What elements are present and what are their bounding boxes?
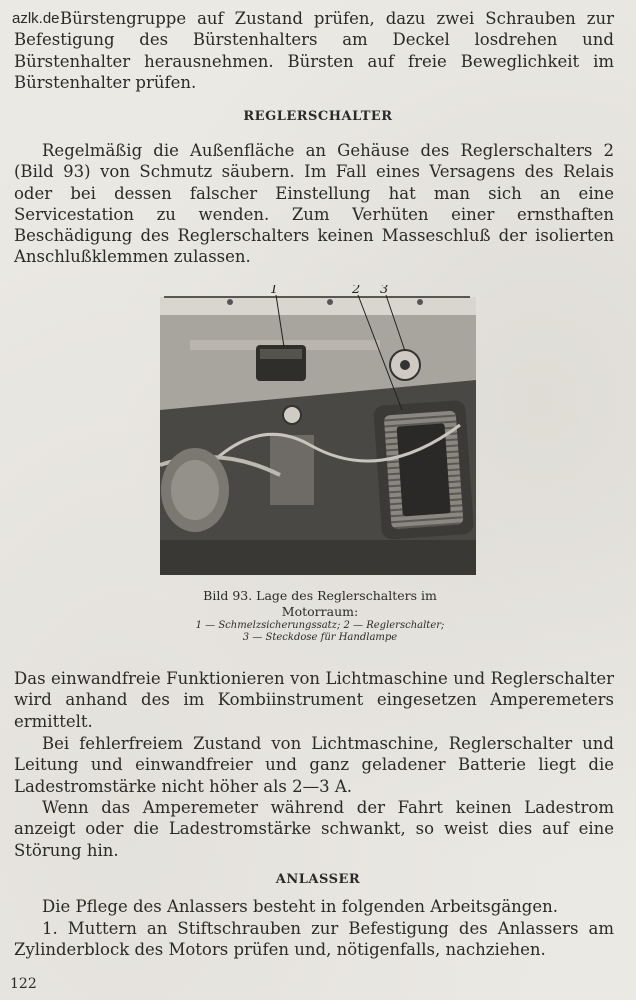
callout-3: 3 bbox=[380, 285, 389, 297]
caption-legend-line1: 1 — Schmelzsicherungssatz; 2 — Reglerschalter; bbox=[195, 620, 445, 631]
paragraph-fault: Wenn das Amperemeter während der Fahrt keinen Ladestrom anzeigt oder die Ladestromstärke schwankt, so weist dies auf eine Störung hin. bbox=[14, 798, 614, 860]
paragraph-starter-care: Die Pflege des Anlassers besteht in folgenden Arbeitsgängen. bbox=[42, 897, 558, 916]
caption-legend-line2: 3 — Steckdose für Handlampe bbox=[242, 632, 398, 643]
caption-title-line1: Bild 93. Lage des Reglerschalters im bbox=[203, 588, 437, 603]
callout-2: 2 bbox=[352, 285, 361, 297]
paragraph-ammeter: Das einwandfreie Funktionieren von Lichtmaschine und Reglerschalter wird anhand des im Kombiinstrument eingesetzen Amperemeters ermittelt. bbox=[14, 669, 614, 731]
paragraph-charging-current: Bei fehlerfreiem Zustand von Lichtmaschine, Reglerschalter und Leitung und einwandfreier und ganz geladener Batterie liegt die Ladestromstärke nicht höher als 2—3 A. bbox=[14, 734, 614, 796]
figure-engine-bay bbox=[160, 285, 476, 575]
page-number: 122 bbox=[10, 976, 37, 992]
figure-caption bbox=[140, 588, 500, 644]
paragraph-starter-step1: 1. Muttern an Stiftschrauben zur Befestigung des Anlassers am Zylinderblock des Motors prüfen und, nötigenfalls, nachziehen. bbox=[14, 919, 614, 960]
caption-title-line2: Motorraum: bbox=[281, 604, 359, 619]
paragraph-regler-maintenance: Regelmäßig die Außenfläche an Gehäuse des Reglerschalters 2 (Bild 93) von Schmutz säubern. Im Fall eines Versagens des Relais oder bei dessen falscher Einstellung hat man sich an eine Servicestation zu wenden. Zum Verhüten einer ernsthaften Beschädigung des Reglerschalters keinen Masseschluß der isolierten Anschlußklemmen zulassen. bbox=[14, 141, 614, 267]
heading-anlasser: ANLASSER bbox=[275, 872, 361, 887]
paragraph-brushes: Bürstengruppe auf Zustand prüfen, dazu zwei Schrauben zur Befestigung des Bürstenhalters am Deckel losdrehen und Bürstenhalter herausnehmen. Bürsten auf freie Beweglichkeit im Bürstenhalter prüfen. bbox=[14, 9, 614, 92]
heading-reglerschalter: REGLERSCHALTER bbox=[243, 109, 393, 124]
watermark: azlk.de bbox=[12, 10, 60, 27]
callout-1: 1 bbox=[270, 285, 279, 297]
engine-bay-photo bbox=[160, 285, 476, 575]
